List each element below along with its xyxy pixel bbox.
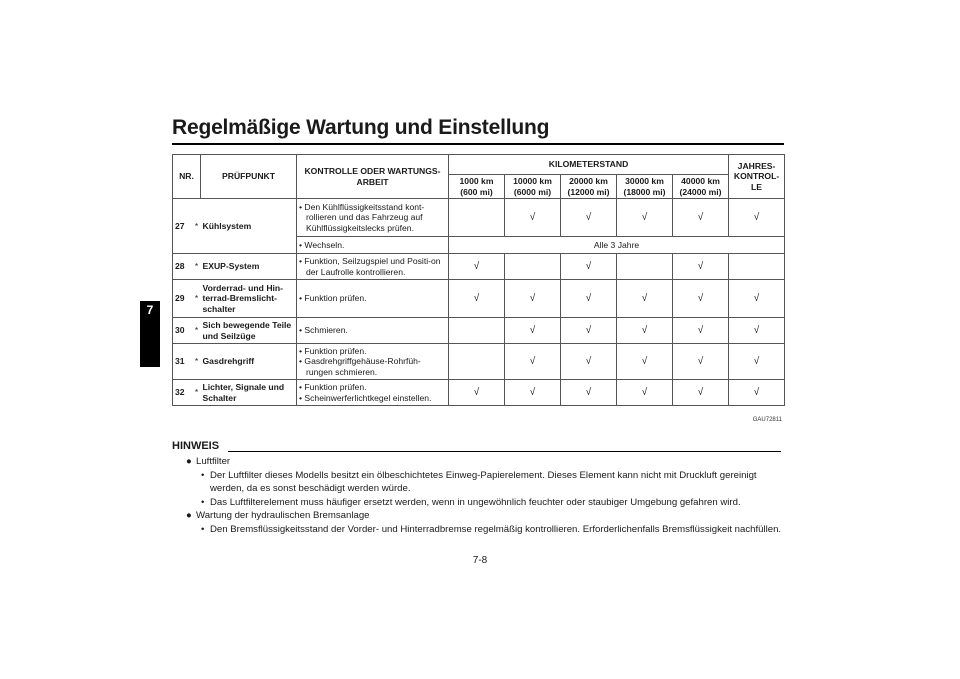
check-cell	[617, 254, 673, 280]
check-cell: √	[561, 280, 617, 318]
notice-item-label: Wartung der hydraulischen Bremsanlage	[196, 510, 370, 521]
chapter-tab: 7	[140, 301, 160, 367]
check-cell: √	[561, 254, 617, 280]
interval-cell: Alle 3 Jahre	[449, 237, 785, 254]
check-cell: √	[729, 318, 785, 344]
check-cell: √	[673, 254, 729, 280]
header-km-10000: 10000 km (6000 mi)	[505, 175, 561, 199]
row-task: • Funktion prüfen.	[297, 280, 449, 318]
header-jahreskontrolle: JAHRES-KONTROL-LE	[729, 155, 785, 199]
row-task: • Wechseln.	[297, 237, 449, 254]
row-number: 28	[173, 254, 193, 280]
notice-list	[172, 455, 784, 536]
header-km-40000: 40000 km (24000 mi)	[673, 175, 729, 199]
notice-subitem	[172, 523, 784, 537]
row-number: 27	[173, 199, 193, 254]
row-asterisk: *	[193, 254, 201, 280]
row-asterisk: *	[193, 380, 201, 406]
round-bullet-icon: ●	[186, 456, 192, 467]
title-rule	[172, 143, 784, 145]
row-item: Lichter, Signale und Schalter	[201, 380, 297, 406]
check-cell: √	[729, 344, 785, 380]
row-item: Kühlsystem	[201, 199, 297, 254]
table-row-27	[173, 199, 785, 237]
row-number: 29	[173, 280, 193, 318]
header-kilometerstand: KILOMETERSTAND	[449, 155, 729, 175]
notice-subitem-text: Der Luftfilter dieses Modells besitzt ein ölbeschichtetes Einweg-Papierelement. Dieses Element kann nicht mit Druckluft gereinigt werden, da es sonst beschädigt werden würde.	[210, 469, 757, 494]
header-kontrolle: KONTROLLE ODER WARTUNGS-ARBEIT	[297, 155, 449, 199]
notice-item	[172, 509, 784, 523]
check-cell	[505, 254, 561, 280]
check-cell: √	[561, 380, 617, 406]
page-number: 7-8	[472, 555, 488, 566]
header-km-20000: 20000 km (12000 mi)	[561, 175, 617, 199]
check-cell: √	[729, 199, 785, 237]
check-cell: √	[617, 380, 673, 406]
row-asterisk: *	[193, 318, 201, 344]
check-cell: √	[505, 344, 561, 380]
table-row-29	[173, 280, 785, 318]
row-task: • Den Kühlflüssigkeitsstand kont-rollieren und das Fahrzeug auf Kühlflüssigkeitslecks prüfen.	[297, 199, 449, 237]
bullet-icon: •	[201, 469, 205, 481]
section-code: GAU72811	[752, 417, 782, 423]
table-row-31	[173, 344, 785, 380]
check-cell: √	[505, 280, 561, 318]
check-cell	[449, 344, 505, 380]
row-asterisk: *	[193, 280, 201, 318]
row-asterisk: *	[193, 199, 201, 254]
row-number: 31	[173, 344, 193, 380]
notice-subitem-text: Den Bremsflüssigkeitsstand der Vorder- und Hinterradbremse regelmäßig kontrollieren. Erforderlichenfalls Bremsflüssigkeit nachfüllen.	[210, 523, 782, 535]
row-number: 32	[173, 380, 193, 406]
row-task: • Funktion prüfen. • Scheinwerferlichtkegel einstellen.	[297, 380, 449, 406]
row-number: 30	[173, 318, 193, 344]
row-item: EXUP-System	[201, 254, 297, 280]
notice-subitem	[172, 496, 784, 510]
check-cell: √	[617, 280, 673, 318]
check-cell: √	[673, 318, 729, 344]
notice-item	[172, 455, 784, 469]
check-cell: √	[561, 344, 617, 380]
row-item: Vorderrad- und Hin-terrad-Bremslicht-schalter	[201, 280, 297, 318]
table-row-28	[173, 254, 785, 280]
header-km-30000: 30000 km (18000 mi)	[617, 175, 673, 199]
check-cell: √	[729, 280, 785, 318]
check-cell: √	[729, 380, 785, 406]
row-item: Gasdrehgriff	[201, 344, 297, 380]
check-cell: √	[673, 380, 729, 406]
bullet-icon: •	[201, 523, 205, 535]
bullet-icon: •	[201, 496, 205, 508]
notice-item-label: Luftfilter	[196, 456, 231, 467]
row-task: • Schmieren.	[297, 318, 449, 344]
round-bullet-icon: ●	[186, 510, 192, 521]
check-cell: √	[505, 318, 561, 344]
row-asterisk: *	[193, 344, 201, 380]
notice-subitem	[172, 469, 784, 496]
row-task: • Funktion, Seilzugspiel und Positi-on der Laufrolle kontrollieren.	[297, 254, 449, 280]
maintenance-table	[172, 154, 785, 406]
row-task: • Funktion prüfen. • Gasdrehgriffgehäuse-Rohrfüh-rungen schmieren.	[297, 344, 449, 380]
check-cell: √	[505, 199, 561, 237]
notice-rule	[228, 451, 781, 452]
check-cell	[729, 254, 785, 280]
check-cell: √	[617, 199, 673, 237]
check-cell: √	[561, 199, 617, 237]
check-cell: √	[673, 344, 729, 380]
check-cell: √	[449, 254, 505, 280]
check-cell: √	[505, 380, 561, 406]
table-row-32	[173, 380, 785, 406]
check-cell: √	[449, 280, 505, 318]
notice-subitem-text: Das Luftfilterelement muss häufiger ersetzt werden, wenn in ungewöhnlich feuchter oder staubiger Umgebung gefahren wird.	[210, 496, 741, 508]
check-cell: √	[673, 199, 729, 237]
header-pruefpunkt: PRÜFPUNKT	[201, 155, 297, 199]
check-cell: √	[561, 318, 617, 344]
check-cell: √	[673, 280, 729, 318]
check-cell: √	[617, 318, 673, 344]
row-item: Sich bewegende Teile und Seilzüge	[201, 318, 297, 344]
page-title: Regelmäßige Wartung und Einstellung	[172, 116, 550, 139]
check-cell: √	[449, 380, 505, 406]
table-row-30	[173, 318, 785, 344]
notice-heading: HINWEIS	[172, 440, 220, 452]
header-nr: NR.	[173, 155, 201, 199]
check-cell	[449, 199, 505, 237]
header-km-1000: 1000 km (600 mi)	[449, 175, 505, 199]
check-cell	[449, 318, 505, 344]
check-cell: √	[617, 344, 673, 380]
